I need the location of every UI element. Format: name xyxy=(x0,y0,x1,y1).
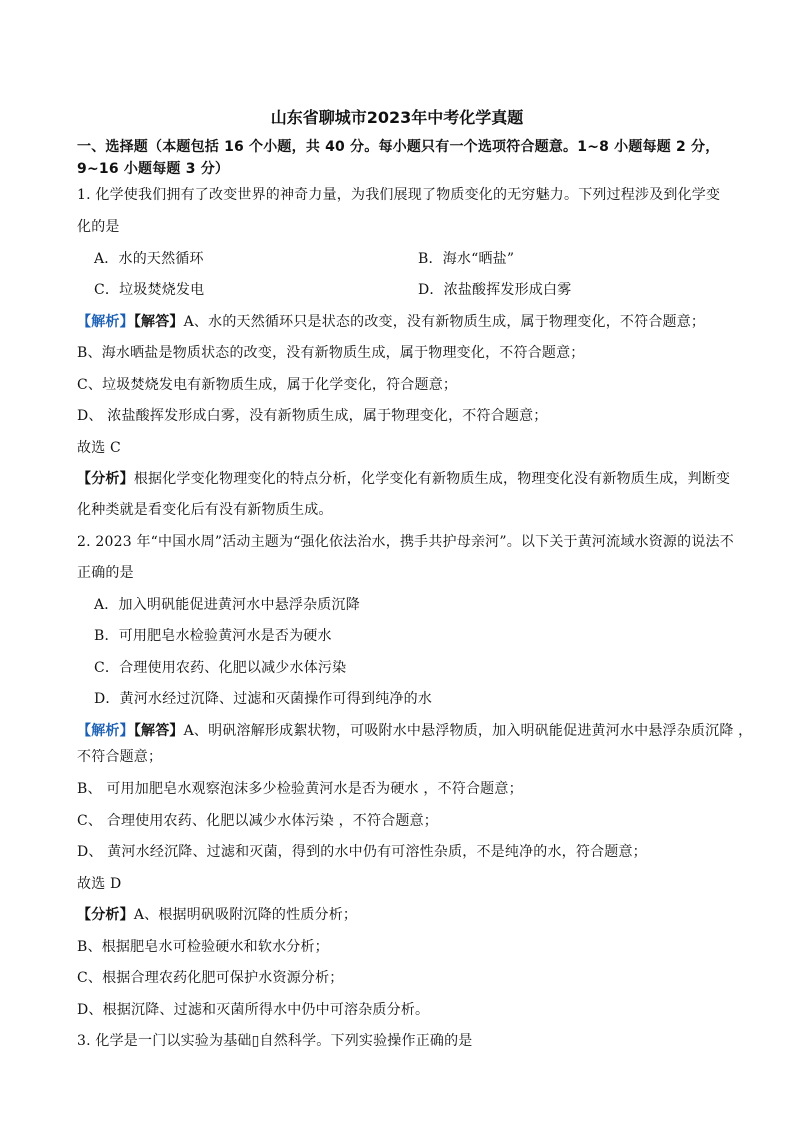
q2-option-c: C．合理使用农药、化肥以减少水体污染 xyxy=(94,660,347,676)
analysis-tag: 【解析】 xyxy=(77,314,134,330)
q2-analysis-line4: D、根据沉降、过滤和灭菌所得水中仍中可溶杂质分析。 xyxy=(77,1002,430,1018)
q2-analysis-line2: B、根据肥皂水可检验硬水和软水分析； xyxy=(77,939,329,955)
q2-analysis-text: A、根据明矾吸附沉降的性质分析； xyxy=(133,907,358,923)
q1-answer-d: D、 浓盐酸挥发形成白雾，没有新物质生成，属于物理变化，不符合题意； xyxy=(77,408,548,424)
q2-solution-line1 xyxy=(77,722,752,740)
q2-analysis-line3: C、根据合理农药化肥可保护水资源分析； xyxy=(77,970,344,986)
q2-analysis-tag: 【分析】 xyxy=(77,907,134,923)
q2-answer-d: D、 黄河水经沉降、过滤和灭菌，得到的水中仍有可溶性杂质，不是纯净的水，符合题意； xyxy=(77,844,647,860)
q1-analysis-tag: 【分析】 xyxy=(77,471,134,487)
answer-tag: 【解答】 xyxy=(133,314,184,330)
q3-stem-line1: 3. 化学是一门以实验为基础▯自然科学。下列实验操作正确的是 xyxy=(77,1033,473,1049)
q1-choice: 故选 C xyxy=(77,440,121,456)
q1-analysis-line2: 化种类就是看变化后有没有新物质生成。 xyxy=(77,502,333,518)
q2-answer-text: A、明矾溶解形成絮状物，可吸附水中悬浮物质，加入明矾能促进黄河水中悬浮杂质沉降 ， xyxy=(183,723,753,739)
q1-option-c: C．垃圾焚烧发电 xyxy=(94,282,205,298)
q2-answer-a-cont: 不符合题意； xyxy=(77,749,163,765)
q2-analysis-label: 【解析】 xyxy=(77,723,134,739)
q1-answer-c: C、垃圾焚烧发电有新物质生成，属于化学变化，符合题意； xyxy=(77,377,458,393)
q1-option-b: B．海水“晒盐” xyxy=(418,251,515,267)
q2-answer-b: B、 可用加肥皂水观察泡沫多少检验黄河水是否为硬水 ，不符合题意； xyxy=(77,781,523,797)
q1-option-d: D．浓盐酸挥发形成白雾 xyxy=(418,282,572,298)
q2-stem-line2: 正确的是 xyxy=(77,565,134,581)
page-title: 山东省聊城市2023年中考化学真题 xyxy=(270,108,524,127)
q2-option-a: A．加入明矾能促进黄河水中悬浮杂质沉降 xyxy=(94,597,360,613)
q1-answer-text: A、水的天然循环只是状态的改变，没有新物质生成，属于物理变化，不符合题意； xyxy=(183,314,706,330)
q2-option-d: D．黄河水经过沉降、过滤和灭菌操作可得到纯净的水 xyxy=(94,691,433,707)
section-heading-line2: 9~16 小题每题 3 分） xyxy=(77,161,230,177)
q2-analysis-line1 xyxy=(77,906,357,924)
q1-option-a: A．水的天然循环 xyxy=(94,251,204,267)
q1-stem-line1: 1. 化学使我们拥有了改变世界的神奇力量，为我们展现了物质变化的无穷魅力。下列过程涉及到化学变 xyxy=(77,187,721,203)
q2-option-b: B．可用肥皂水检验黄河水是否为硬水 xyxy=(94,628,332,644)
q1-answer-b: B、海水晒盐是物质状态的改变，没有新物质生成，属于物理变化，不符合题意； xyxy=(77,345,585,361)
q1-solution-line1 xyxy=(77,313,705,331)
q2-answer-label: 【解答】 xyxy=(133,723,184,739)
q2-stem-line1: 2. 2023 年“中国水周”活动主题为“强化依法治水，携手共护母亲河”。以下关于黄河流域水资源的说法不 xyxy=(77,534,734,550)
q2-choice: 故选 D xyxy=(77,876,122,892)
section-heading-line1: 一、选择题（本题包括 16 个小题，共 40 分。每小题只有一个选项符合题意。1~8 小题每题 2 分， xyxy=(77,139,720,155)
q1-analysis-text: 根据化学变化物理变化的特点分析，化学变化有新物质生成，物理变化没有新物质生成，判断变 xyxy=(133,471,731,487)
q1-analysis-line1 xyxy=(77,470,730,488)
q2-answer-c: C、 合理使用农药、化肥以减少水体污染 ，不符合题意； xyxy=(77,813,439,829)
q1-stem-line2: 化的是 xyxy=(77,219,120,235)
